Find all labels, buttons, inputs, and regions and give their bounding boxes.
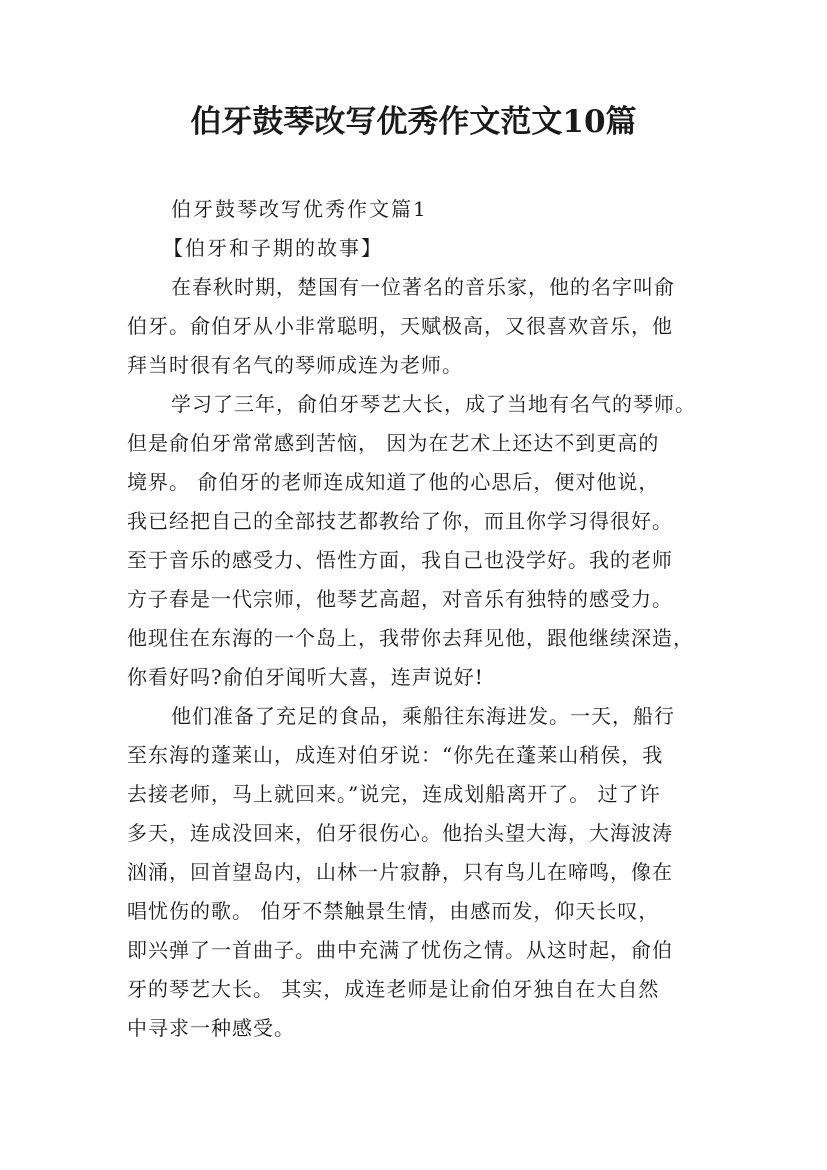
paragraph-line: 牙的琴艺大长。 其实，成连老师是让俞伯牙独自在大自然 <box>127 977 660 1001</box>
paragraph-line: 我已经把自己的全部技艺都教给了你，而且你学习得很好。 <box>127 509 673 533</box>
paragraph-line: 他现住在东海的一个岛上，我带你去拜见他，跟他继续深造， <box>127 626 694 650</box>
paragraph-line: 伯牙。俞伯牙从小非常聪明，天赋极高，又很喜欢音乐，他 <box>127 314 673 338</box>
paragraph-line: 即兴弹了一首曲子。曲中充满了忧伤之情。从这时起，俞伯 <box>127 938 673 962</box>
paragraph-line: 汹涌，回首望岛内，山林一片寂静，只有鸟儿在啼鸣，像在 <box>127 860 673 884</box>
paragraph-line: 拜当时很有名气的琴师成连为老师。 <box>127 353 463 377</box>
paragraph-line: 在春秋时期，楚国有一位著名的音乐家，他的名字叫俞 <box>171 275 675 299</box>
paragraph-line: 多天，连成没回来，伯牙很伤心。他抬头望大海，大海波涛 <box>127 821 673 845</box>
document-body <box>127 190 707 1048</box>
paragraph-line: 学习了三年，俞伯牙琴艺大长，成了当地有名气的琴师。 <box>171 392 696 416</box>
paragraph-line: 境界。 俞伯牙的老师连成知道了他的心思后，便对他说， <box>127 470 660 494</box>
paragraph-line: 唱忧伤的歌。 伯牙不禁触景生情，由感而发，仰天长叹， <box>127 899 660 923</box>
section-heading: 伯牙鼓琴改写优秀作文篇1 <box>171 197 428 221</box>
paragraph-line: 至于音乐的感受力、悟性方面，我自己也没学好。我的老师 <box>127 548 673 572</box>
paragraph-line: 方子春是一代宗师，他琴艺高超，对音乐有独特的感受力。 <box>127 587 673 611</box>
paragraph-line: 中寻求一种感受。 <box>127 1016 295 1040</box>
document-title: 伯牙鼓琴改写优秀作文范文10篇 <box>190 104 637 140</box>
paragraph-line: 至东海的蓬莱山，成连对伯牙说：“你先在蓬莱山稍侯，我 <box>127 743 664 767</box>
paragraph-line: 但是俞伯牙常常感到苦恼， 因为在艺术上还达不到更高的 <box>127 431 660 455</box>
story-heading: 【伯牙和子期的故事】 <box>163 236 383 260</box>
paragraph-line: 去接老师，马上就回来。”说完，连成划船离开了。 过了许 <box>127 782 661 806</box>
paragraph-line: 他们准备了充足的食品，乘船往东海进发。一天，船行 <box>171 704 675 728</box>
paragraph-line: 你看好吗?俞伯牙闻听大喜，连声说好! <box>127 665 484 689</box>
